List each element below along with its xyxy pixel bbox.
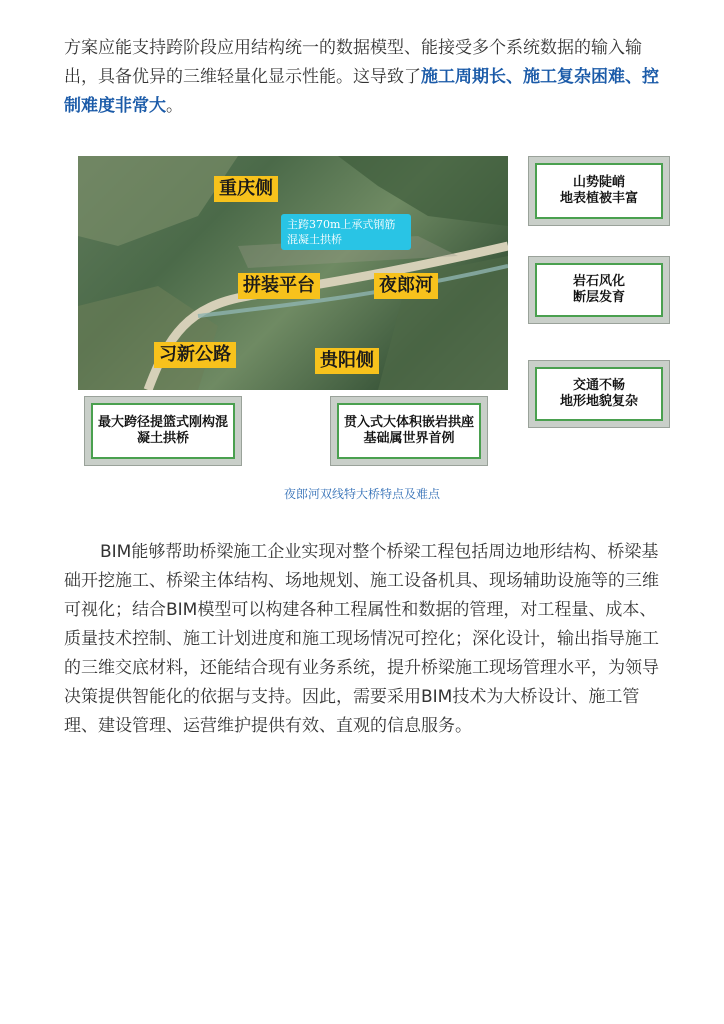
bim-paragraph: BIM能够帮助桥梁施工企业实现对整个桥梁工程包括周边地形结构、桥梁基础开挖施工、桥梁主体结构、场地规划、施工设备机具、现场辅助设施等的三维可视化；结合BIM模型可以构建各种工程属性和数据的管理，对工程量、成本、质量技术控制、施工计划进度和施工现场情况可控化；深化设计，输出指导施工的三维交底材料，还能结合现有业务系统，提升桥梁施工现场管理水平，为领导决策提供智能化的依据与支持。因此，需要采用BIM技术为大桥设计、施工管理、建设管理、运营维护提供有效、直观的信息服务。 <box>64 542 659 736</box>
label-xixin-road: 习新公路 <box>154 342 236 368</box>
label-yelang-river: 夜郎河 <box>374 273 438 299</box>
intro-text: 方案应能支持跨阶段应用结构统一的数据模型、能接受多个系统数据的输入输出，具备优异的三维轻量化显示性能。这导致了 <box>64 38 642 87</box>
aerial-photo <box>78 156 508 390</box>
bridge-figure <box>78 152 674 470</box>
intro-emphasis: 施工周期长、施工复杂困难、控制难度非常大 <box>64 67 659 116</box>
intro-end: 。 <box>166 96 183 116</box>
figure-caption: 夜郎河双线特大桥特点及难点 <box>283 487 440 501</box>
label-guiyang: 贵阳侧 <box>315 348 379 374</box>
callout-rock <box>528 256 670 324</box>
callout-traffic-text: 交通不畅 地形地貌复杂 <box>535 367 663 421</box>
callout-terrain-text: 山势陡峭 地表植被丰富 <box>535 163 663 219</box>
label-chongqing: 重庆侧 <box>214 176 278 202</box>
callout-span-text: 最大跨径提篮式刚构混凝土拱桥 <box>91 403 235 459</box>
callout-traffic <box>528 360 670 428</box>
callout-rock-text: 岩石风化 断层发育 <box>535 263 663 317</box>
callout-span <box>84 396 242 466</box>
callout-foundation-text: 贯入式大体积嵌岩拱座基础属世界首例 <box>337 403 481 459</box>
intro-paragraph <box>64 34 662 121</box>
callout-terrain <box>528 156 670 226</box>
callout-foundation <box>330 396 488 466</box>
label-main-span: 主跨370m上承式钢筋混凝土拱桥 <box>281 214 411 250</box>
label-assembly-platform: 拼装平台 <box>238 273 320 299</box>
